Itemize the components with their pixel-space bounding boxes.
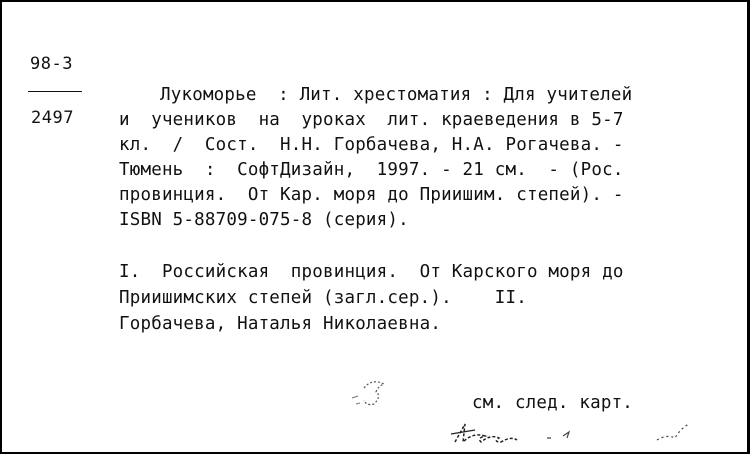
handwritten-signature [447, 412, 707, 452]
tracing-line: Горбачева, Наталья Николаевна. [119, 314, 442, 334]
description-line: провинция. От Кар. моря до Приишим. степей). - [119, 185, 624, 205]
description-line: кл. / Сост. Н.Н. Горбачева, Н.А. Рогачева. - [119, 135, 624, 155]
code-divider [28, 91, 82, 92]
description-line: и учеников на уроках лит. краеведения в 5-7 [119, 110, 624, 130]
stamp-mark [342, 374, 402, 414]
tracing-line: I. Российская провинция. От Карского моря до [119, 262, 624, 282]
description-line: Тюмень : СофтДизайн, 1997. - 21 см. - (Рос. [119, 160, 624, 180]
description-line: Лукоморье : Лит. хрестоматия : Для учителей [160, 85, 633, 105]
author-mark: 2497 [31, 108, 74, 128]
classification-code: 98-3 [30, 54, 73, 74]
description-line: ISBN 5-88709-075-8 (серия). [119, 210, 409, 230]
tracing-line: Приишимских степей (загл.сер.). II. [119, 288, 527, 308]
see-next-card: см. след. карт. [472, 393, 634, 413]
